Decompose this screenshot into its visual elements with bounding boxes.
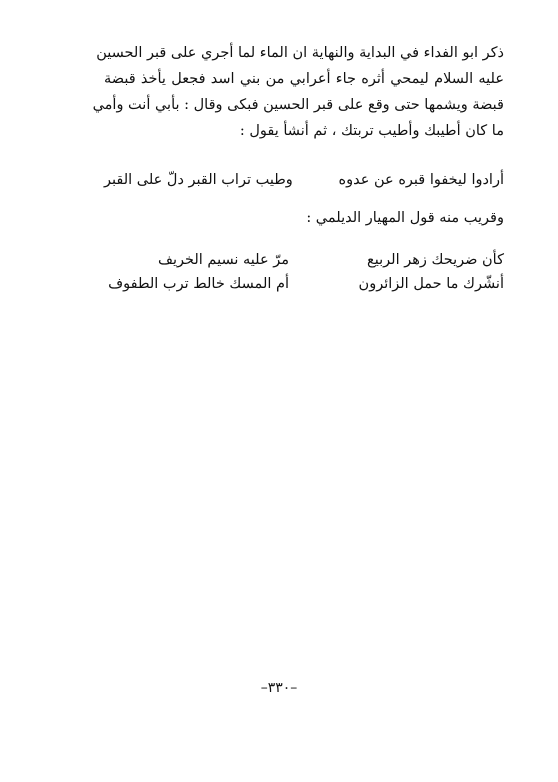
verse-second-hemistich: أم المسك خالط ترب الطفوف xyxy=(108,276,289,292)
verse-introduction: وقريب منه قول المهيار الديلمي : xyxy=(306,210,504,226)
prose-paragraph xyxy=(92,40,504,144)
verse-first-hemistich: كأن ضريحك زهر الربيع xyxy=(367,252,504,268)
page-number: –٣٣٠– xyxy=(260,680,298,696)
paragraph-line: ما كان أطيبك وأطيب تربتك ، ثم أنشأ يقول : xyxy=(239,123,504,139)
verse-second-hemistich: مرّ عليه نسيم الخريف xyxy=(157,252,289,268)
verse-first-hemistich: أرادوا ليخفوا قبره عن عدوه xyxy=(338,172,504,188)
verse-second-hemistich: وطيب تراب القبر دلّ على القبر xyxy=(104,172,293,188)
paragraph-line: عليه السلام ليمحي أثره جاء أعرابي من بني اسد فجعل يأخذ قبضة xyxy=(104,71,504,87)
paragraph-line: قبضة ويشمها حتى وقع على قبر الحسين فبكى وقال : بأبي أنت وأمي xyxy=(92,97,504,113)
verse-line xyxy=(104,168,504,192)
paragraph-line: ذكر ابو الفداء في البداية والنهاية ان الماء لما أجري على قبر الحسين xyxy=(96,45,504,61)
verse-first-hemistich: أنشّرك ما حمل الزائرون xyxy=(358,276,504,292)
verse-line xyxy=(104,248,504,272)
verse-line xyxy=(104,272,504,296)
